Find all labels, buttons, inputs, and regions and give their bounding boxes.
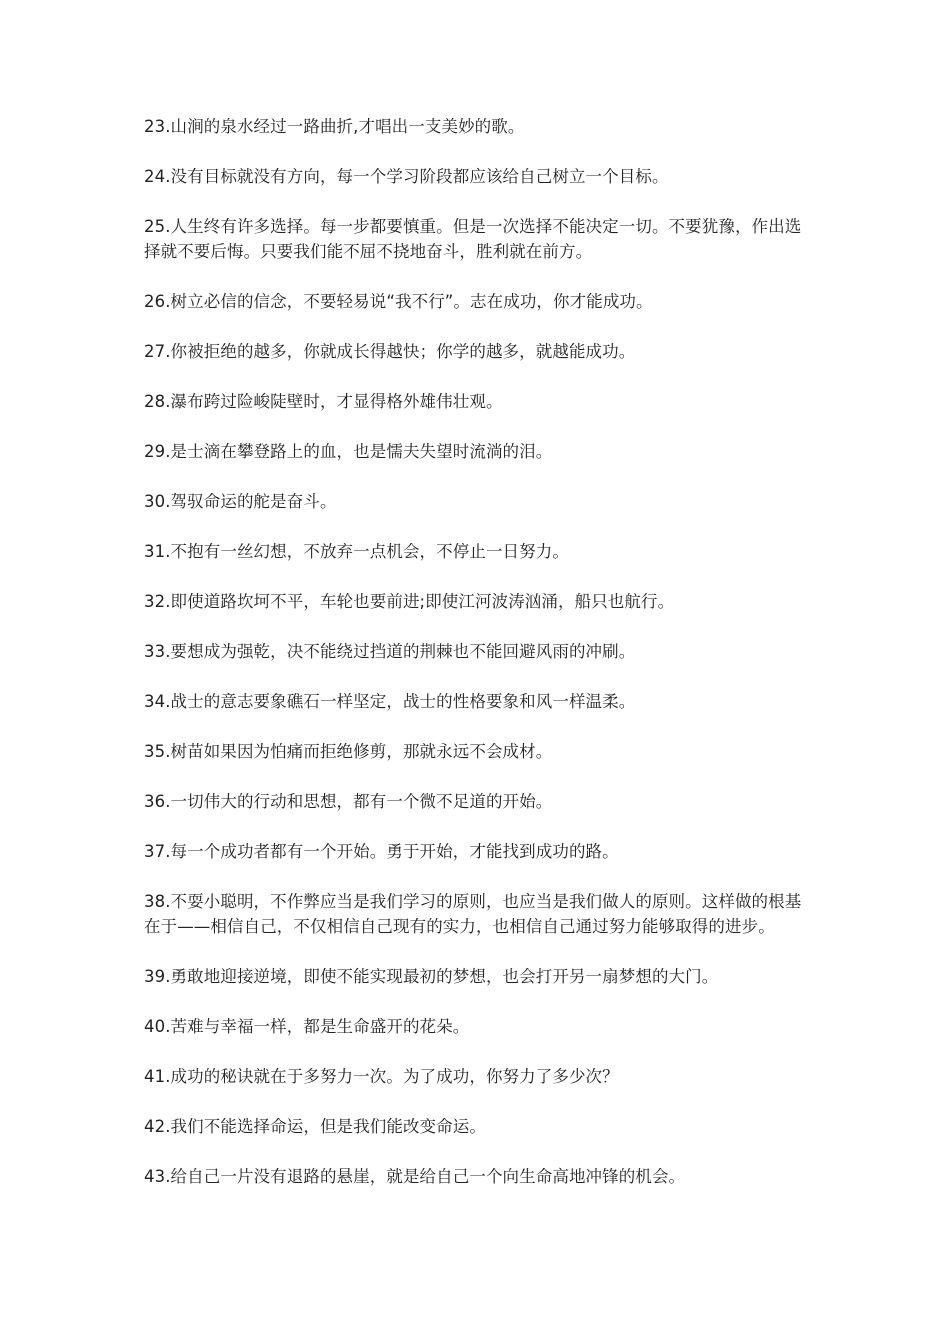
quote-item: 26.树立必信的信念，不要轻易说“我不行”。志在成功，你才能成功。: [144, 292, 653, 311]
quote-item: 33.要想成为强乾，决不能绕过挡道的荆棘也不能回避风雨的冲刷。: [144, 642, 636, 661]
quote-item: 30.驾驭命运的舵是奋斗。: [144, 492, 337, 511]
quote-item: 27.你被拒绝的越多，你就成长得越快；你学的越多，就越能成功。: [144, 342, 636, 361]
quote-item: 37.每一个成功者都有一个开始。勇于开始，才能找到成功的路。: [144, 842, 619, 861]
quote-item: 39.勇敢地迎接逆境，即使不能实现最初的梦想，也会打开另一扇梦想的大门。: [144, 967, 719, 986]
quote-item: 34.战士的意志要象礁石一样坚定，战士的性格要象和风一样温柔。: [144, 692, 636, 711]
quote-item: 40.苦难与幸福一样，都是生命盛开的花朵。: [144, 1017, 470, 1036]
quote-item: 24.没有目标就没有方向，每一个学习阶段都应该给自己树立一个目标。: [144, 167, 669, 186]
quote-item: 25.人生终有许多选择。每一步都要慎重。但是一次选择不能决定一切。不要犹豫，作出选择就不要后悔。只要我们能不屈不挠地奋斗，胜利就在前方。: [144, 217, 802, 261]
quote-item: 41.成功的秘诀就在于多努力一次。为了成功，你努力了多少次？: [144, 1067, 619, 1086]
quote-list: [144, 114, 809, 1214]
quote-item: 31.不抱有一丝幻想，不放弃一点机会，不停止一日努力。: [144, 542, 569, 561]
quote-item: 43.给自己一片没有退路的悬崖，就是给自己一个向生命高地冲锋的机会。: [144, 1167, 686, 1186]
quote-item: 36.一切伟大的行动和思想，都有一个微不足道的开始。: [144, 792, 553, 811]
quote-item: 23.山涧的泉水经过一路曲折,才唱出一支美妙的歌。: [144, 117, 525, 136]
quote-item: 32.即使道路坎坷不平，车轮也要前进;即使江河波涛汹涌，船只也航行。: [144, 592, 675, 611]
quote-item: 35.树苗如果因为怕痛而拒绝修剪，那就永远不会成材。: [144, 742, 553, 761]
quote-item: 42.我们不能选择命运，但是我们能改变命运。: [144, 1117, 486, 1136]
quote-item: 38.不耍小聪明，不作弊应当是我们学习的原则，也应当是我们做人的原则。这样做的根基在于——相信自己，不仅相信自己现有的实力，也相信自己通过努力能够取得的进步。: [144, 892, 802, 936]
quote-item: 29.是士滴在攀登路上的血，也是懦夫失望时流淌的泪。: [144, 442, 553, 461]
quote-item: 28.瀑布跨过险峻陡壁时，才显得格外雄伟壮观。: [144, 392, 503, 411]
